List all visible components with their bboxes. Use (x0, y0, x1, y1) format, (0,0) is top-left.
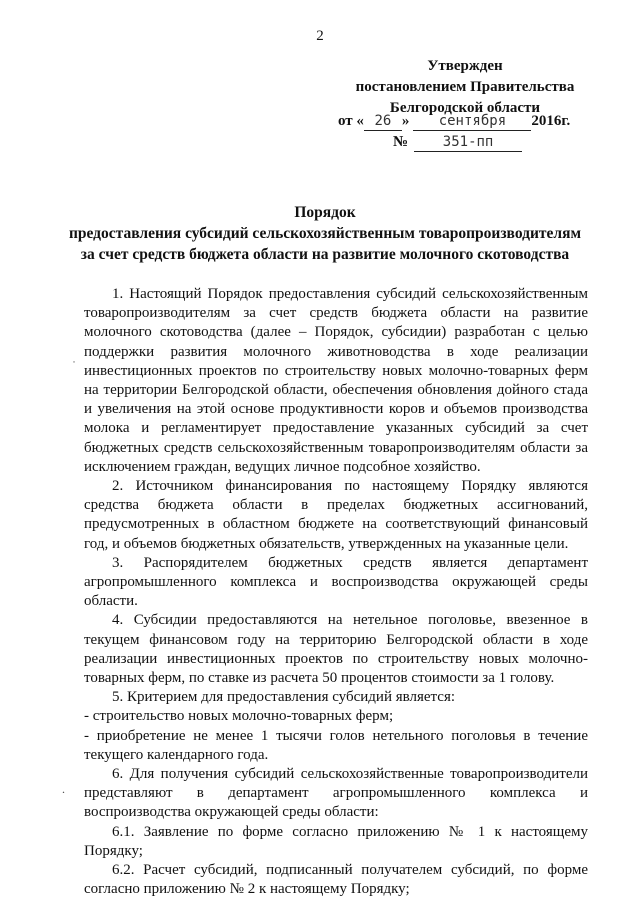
approval-block (335, 56, 595, 119)
paragraph-1: 1. Настоящий Порядок предоставления субсидий сельскохозяйственным товаропроизводителям за счет средств бюджета области на развитие молочного скотоводства (далее – Порядок, субсидии) разработан с целью поддержки развития молочного животноводства в ходе реализации инвестиционных проектов по строительству новых молочно-товарных ферм на территории Белгородской области, обеспечения обновления дойного стада и увеличения на этой основе продуктивности коров и объемов производства молока и регламентирует предоставление указанных субсидий за счет бюджетных средств сельскохозяйственным товаропроизводителям области за исключением граждан, ведущих личное подсобное хозяйство. (84, 286, 588, 475)
approval-line-3: Белгородской области (389, 100, 541, 116)
approval-number (393, 134, 522, 152)
approval-date (338, 113, 570, 131)
number-value: 351-пп (414, 134, 522, 152)
date-mid: » (401, 113, 410, 129)
date-prefix: от « (338, 113, 364, 129)
title-line-3: за счет средств бюджета области на развитие молочного скотоводства (80, 246, 570, 263)
page-number: 2 (316, 28, 324, 44)
number-prefix: № (393, 134, 409, 150)
date-month: сентября (413, 113, 531, 131)
paragraph-4: 4. Субсидии предоставляются на нетельное поголовье, ввезенное в текущем финансовом году на территорию Белгородской области в ходе реализации инвестиционных проектов по строительству новых молочно-товарных ферм, по ставке из расчета 50 процентов стоимости за 1 голову. (84, 612, 588, 687)
title-line-2: предоставления субсидий сельскохозяйственным товаропроизводителям (68, 225, 582, 242)
paragraph-6-2: 6.2. Расчет субсидий, подписанный получателем субсидий, по форме согласно приложению № 2 к настоящему Порядку; (84, 862, 588, 898)
paragraph-6-1: 6.1. Заявление по форме согласно приложению № 1 к настоящему Порядку; (84, 823, 588, 859)
criterion-2: - приобретение не менее 1 тысячи голов нетельного поголовья в течение текущего календарного года. (84, 727, 588, 763)
approval-line-1: Утвержден (427, 58, 503, 74)
date-year: 2016г. (531, 113, 571, 129)
document-title (60, 202, 590, 265)
paragraph-3: 3. Распорядителем бюджетных средств является департамент агропромышленного комплекса и воспроизводства окружающей среды области. (84, 554, 588, 610)
paragraph-6: 6. Для получения субсидий сельскохозяйственные товаропроизводители представляют в департамент агропромышленного комплекса и воспроизводства окружающей среды области: (84, 766, 588, 821)
date-day: 26 (364, 113, 402, 131)
scan-mark: . (62, 782, 65, 796)
paragraph-2: 2. Источником финансирования по настоящему Порядку являются средства бюджета области в пределах бюджетных ассигнований, предусмотренных в областном бюджете на соответствующий финансовый год, и объемов бюджетных обязательств, утвержденных на указанные цели. (84, 478, 588, 552)
title-line-1: Порядок (294, 204, 356, 221)
scan-mark: ˙ (72, 358, 76, 372)
document-body (84, 285, 588, 900)
approval-line-2: постановлением Правительства (355, 79, 575, 95)
paragraph-5: 5. Критерием для предоставления субсидий является: (112, 689, 456, 706)
criterion-1: - строительство новых молочно-товарных ферм; (84, 708, 394, 725)
